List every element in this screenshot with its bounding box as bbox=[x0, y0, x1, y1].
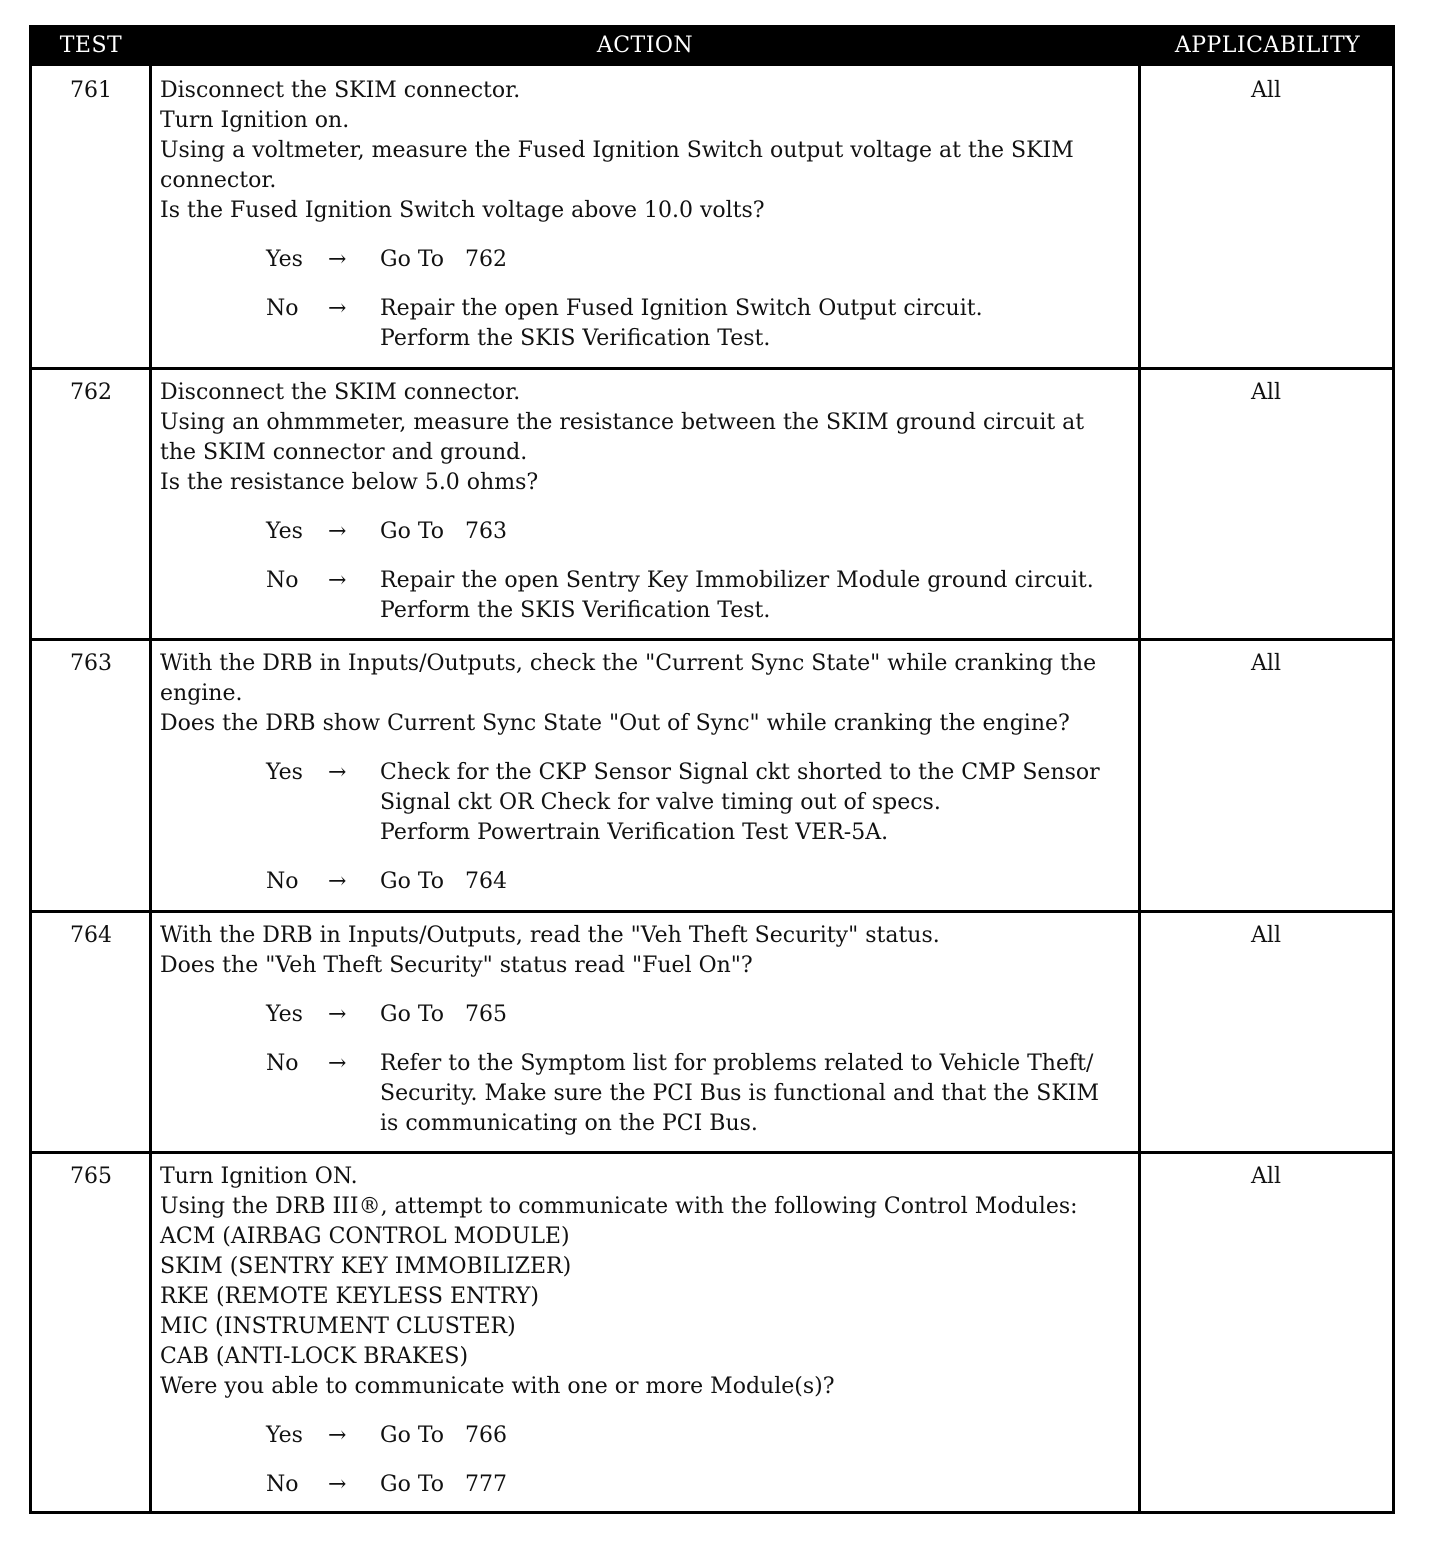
action-line: Does the "Veh Theft Security" status read "Fuel On"? bbox=[160, 953, 753, 978]
action-cell bbox=[160, 76, 1140, 354]
no-result-text: Go To 777 bbox=[380, 1472, 507, 1497]
arrow-right-icon: → bbox=[328, 760, 347, 785]
column-divider bbox=[149, 66, 152, 1511]
action-line: Disconnect the SKIM connector. bbox=[160, 380, 521, 405]
no-outcome bbox=[160, 596, 1140, 626]
no-result-text: Repair the open Fused Ignition Switch Output circuit. bbox=[380, 296, 983, 321]
action-line: connector. bbox=[160, 168, 277, 193]
action-line: MIC (INSTRUMENT CLUSTER) bbox=[160, 1314, 516, 1339]
yes-result-text: Go To 766 bbox=[380, 1423, 507, 1448]
yes-label: Yes bbox=[266, 519, 303, 544]
yes-label: Yes bbox=[266, 1002, 303, 1027]
no-outcome bbox=[160, 1079, 1140, 1109]
action-line: Using an ohmmmeter, measure the resistance between the SKIM ground circuit at bbox=[160, 410, 1085, 435]
row-divider bbox=[32, 910, 1392, 913]
action-line: Using a voltmeter, measure the Fused Ignition Switch output voltage at the SKIM bbox=[160, 138, 1074, 163]
arrow-right-icon: → bbox=[328, 296, 347, 321]
action-line: SKIM (SENTRY KEY IMMOBILIZER) bbox=[160, 1254, 572, 1279]
yes-label: Yes bbox=[266, 247, 303, 272]
applicability-value: All bbox=[1251, 923, 1281, 948]
yes-result-text: Perform Powertrain Verification Test VER-5A. bbox=[380, 820, 889, 845]
action-line: Turn Ignition ON. bbox=[160, 1164, 358, 1189]
test-number: 765 bbox=[70, 1164, 112, 1189]
action-line: CAB (ANTI-LOCK BRAKES) bbox=[160, 1344, 469, 1369]
arrow-right-icon: → bbox=[328, 1002, 347, 1027]
action-cell bbox=[160, 649, 1140, 897]
yes-outcome bbox=[160, 1000, 1140, 1030]
yes-result-text: Signal ckt OR Check for valve timing out of specs. bbox=[380, 790, 941, 815]
yes-label: Yes bbox=[266, 760, 303, 785]
yes-outcome bbox=[160, 818, 1140, 848]
yes-outcome bbox=[160, 517, 1140, 547]
test-number: 761 bbox=[70, 78, 112, 103]
action-line: Does the DRB show Current Sync State "Out of Sync" while cranking the engine? bbox=[160, 711, 1070, 736]
header-test: TEST bbox=[59, 33, 123, 58]
action-line: Is the Fused Ignition Switch voltage above 10.0 volts? bbox=[160, 198, 765, 223]
applicability-value: All bbox=[1251, 1164, 1281, 1189]
yes-outcome bbox=[160, 245, 1140, 275]
action-cell bbox=[160, 1162, 1140, 1500]
no-outcome bbox=[160, 867, 1140, 897]
yes-result-text: Go To 765 bbox=[380, 1002, 507, 1027]
no-outcome bbox=[160, 1109, 1140, 1139]
arrow-right-icon: → bbox=[328, 247, 347, 272]
no-label: No bbox=[266, 296, 299, 321]
action-line: Using the DRB III®, attempt to communicate with the following Control Modules: bbox=[160, 1194, 1078, 1219]
row-divider bbox=[32, 367, 1392, 370]
row-divider bbox=[32, 1151, 1392, 1154]
yes-outcome bbox=[160, 1421, 1140, 1451]
test-number: 762 bbox=[70, 380, 112, 405]
no-result-text: is communicating on the PCI Bus. bbox=[380, 1111, 758, 1136]
action-line: RKE (REMOTE KEYLESS ENTRY) bbox=[160, 1284, 539, 1309]
applicability-value: All bbox=[1251, 651, 1281, 676]
no-label: No bbox=[266, 568, 299, 593]
no-outcome bbox=[160, 1049, 1140, 1079]
yes-outcome bbox=[160, 758, 1140, 788]
action-line: engine. bbox=[160, 681, 243, 706]
yes-result-text: Go To 762 bbox=[380, 247, 507, 272]
action-line: the SKIM connector and ground. bbox=[160, 440, 528, 465]
no-result-text: Security. Make sure the PCI Bus is functional and that the SKIM bbox=[380, 1081, 1100, 1106]
row-divider bbox=[32, 638, 1392, 641]
no-label: No bbox=[266, 1472, 299, 1497]
action-line: ACM (AIRBAG CONTROL MODULE) bbox=[160, 1224, 570, 1249]
no-label: No bbox=[266, 869, 299, 894]
yes-label: Yes bbox=[266, 1423, 303, 1448]
table-header bbox=[32, 28, 1392, 66]
no-result-text: Refer to the Symptom list for problems related to Vehicle Theft/ bbox=[380, 1051, 1094, 1076]
arrow-right-icon: → bbox=[328, 1472, 347, 1497]
yes-result-text: Go To 763 bbox=[380, 519, 507, 544]
no-result-text: Repair the open Sentry Key Immobilizer Module ground circuit. bbox=[380, 568, 1094, 593]
applicability-value: All bbox=[1251, 78, 1281, 103]
no-outcome bbox=[160, 294, 1140, 324]
no-result-text: Perform the SKIS Verification Test. bbox=[380, 598, 771, 623]
action-line: Disconnect the SKIM connector. bbox=[160, 78, 521, 103]
arrow-right-icon: → bbox=[328, 869, 347, 894]
no-outcome bbox=[160, 1470, 1140, 1500]
header-applicability: APPLICABILITY bbox=[1174, 33, 1361, 58]
action-line: With the DRB in Inputs/Outputs, read the "Veh Theft Security" status. bbox=[160, 923, 940, 948]
test-number: 763 bbox=[70, 651, 112, 676]
no-outcome bbox=[160, 566, 1140, 596]
arrow-right-icon: → bbox=[328, 1051, 347, 1076]
action-cell bbox=[160, 378, 1140, 626]
action-cell bbox=[160, 921, 1140, 1139]
action-line: Is the resistance below 5.0 ohms? bbox=[160, 470, 539, 495]
diagnostic-test-table bbox=[29, 25, 1395, 1514]
no-result-text: Perform the SKIS Verification Test. bbox=[380, 326, 771, 351]
arrow-right-icon: → bbox=[328, 519, 347, 544]
no-result-text: Go To 764 bbox=[380, 869, 507, 894]
arrow-right-icon: → bbox=[328, 568, 347, 593]
no-outcome bbox=[160, 324, 1140, 354]
test-number: 764 bbox=[70, 923, 112, 948]
action-line: Turn Ignition on. bbox=[160, 108, 350, 133]
action-line: With the DRB in Inputs/Outputs, check the "Current Sync State" while cranking the bbox=[160, 651, 1097, 676]
yes-outcome bbox=[160, 788, 1140, 818]
arrow-right-icon: → bbox=[328, 1423, 347, 1448]
header-action: ACTION bbox=[596, 33, 694, 58]
applicability-value: All bbox=[1251, 380, 1281, 405]
yes-result-text: Check for the CKP Sensor Signal ckt shorted to the CMP Sensor bbox=[380, 760, 1100, 785]
no-label: No bbox=[266, 1051, 299, 1076]
action-line: Were you able to communicate with one or more Module(s)? bbox=[160, 1374, 835, 1399]
